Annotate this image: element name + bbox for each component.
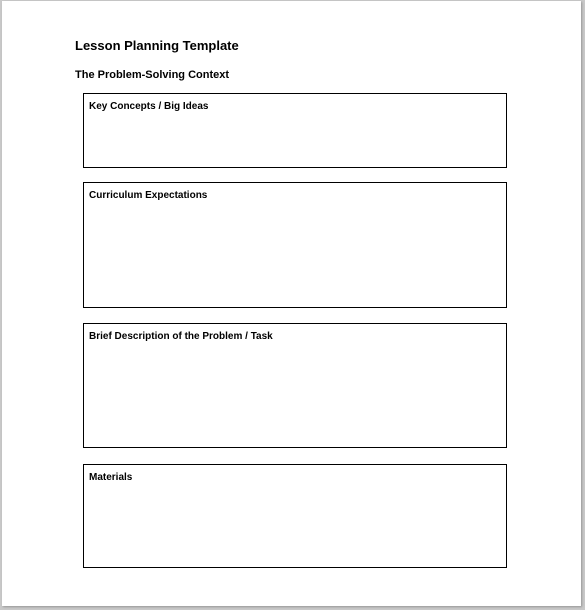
problem-description-field[interactable]: [83, 323, 507, 448]
problem-description-label: Brief Description of the Problem / Task: [89, 331, 273, 342]
document-page: [2, 1, 581, 606]
key-concepts-field[interactable]: [83, 93, 507, 168]
materials-field[interactable]: [83, 464, 507, 568]
curriculum-expectations-label: Curriculum Expectations: [89, 190, 208, 201]
materials-label: Materials: [89, 472, 133, 483]
key-concepts-label: Key Concepts / Big Ideas: [89, 101, 209, 112]
document-title: Lesson Planning Template: [75, 38, 239, 53]
curriculum-expectations-field[interactable]: [83, 182, 507, 308]
section-heading: The Problem-Solving Context: [75, 69, 230, 81]
